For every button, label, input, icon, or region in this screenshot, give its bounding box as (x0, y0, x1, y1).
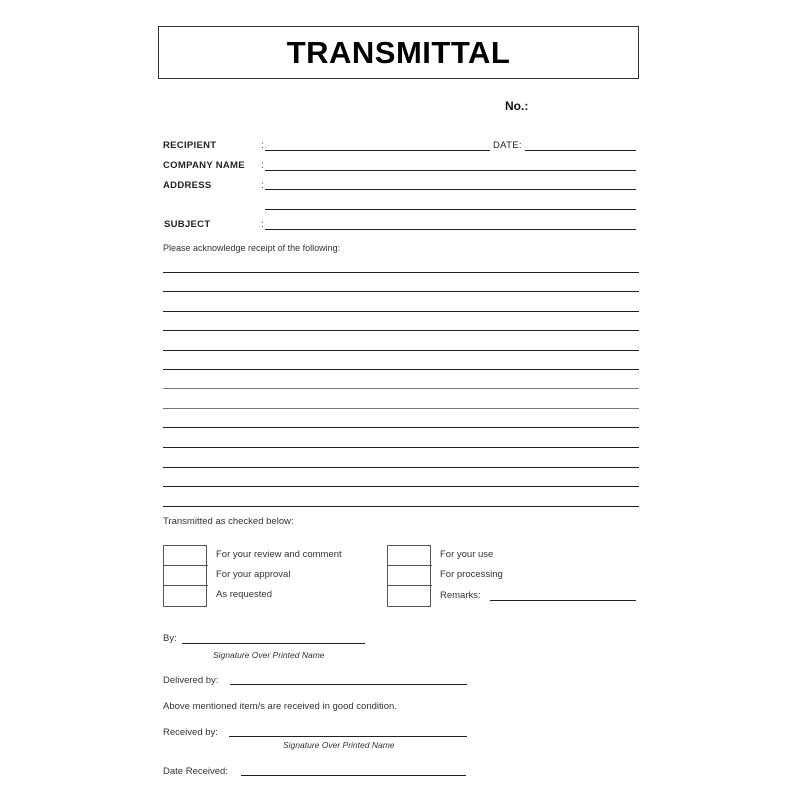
item-line-2[interactable] (163, 291, 639, 292)
item-line-11[interactable] (163, 467, 639, 468)
received-by-field[interactable] (229, 736, 467, 737)
option-review-and-comment: For your review and comment (216, 549, 342, 560)
checkbox-as-requested[interactable] (164, 586, 208, 606)
remarks-field[interactable] (490, 600, 636, 601)
item-line-13[interactable] (163, 506, 639, 507)
address-field-line-1[interactable] (265, 189, 636, 190)
delivered-by-label: Delivered by: (163, 675, 219, 686)
item-line-7[interactable] (163, 388, 639, 389)
number-label: No.: (505, 99, 529, 113)
item-line-4[interactable] (163, 330, 639, 331)
transmitted-intro: Transmitted as checked below: (163, 516, 294, 527)
date-label: DATE: (493, 140, 522, 151)
recipient-field[interactable] (265, 150, 490, 151)
item-line-5[interactable] (163, 350, 639, 351)
option-for-processing: For processing (440, 569, 503, 580)
address-colon: : (261, 180, 264, 191)
acknowledge-text: Please acknowledge receipt of the following: (163, 243, 341, 253)
by-signature-field[interactable] (182, 643, 365, 644)
checkbox-review-and-comment[interactable] (164, 546, 208, 566)
address-field-line-2[interactable] (265, 209, 636, 210)
recipient-label: RECIPIENT (163, 140, 217, 151)
left-checkbox-group (163, 545, 207, 607)
subject-label: SUBJECT (164, 219, 211, 230)
title-box (158, 26, 639, 79)
date-received-label: Date Received: (163, 766, 228, 777)
item-line-10[interactable] (163, 447, 639, 448)
condition-statement: Above mentioned item/s are received in good condition. (163, 701, 397, 712)
option-remarks: Remarks: (440, 590, 481, 601)
option-for-your-use: For your use (440, 549, 494, 560)
company-name-label: COMPANY NAME (163, 160, 245, 171)
checkbox-remarks[interactable] (388, 586, 432, 606)
document-title: TRANSMITTAL (286, 34, 511, 70)
checkbox-for-processing[interactable] (388, 566, 432, 586)
item-line-12[interactable] (163, 486, 639, 487)
option-approval: For your approval (216, 569, 291, 580)
by-signature-caption: Signature Over Printed Name (213, 650, 325, 660)
item-line-6[interactable] (163, 369, 639, 370)
option-as-requested: As requested (216, 589, 272, 600)
delivered-by-field[interactable] (230, 684, 467, 685)
checkbox-for-your-use[interactable] (388, 546, 432, 566)
right-checkbox-group (387, 545, 431, 607)
company-name-field[interactable] (265, 170, 636, 171)
checkbox-approval[interactable] (164, 566, 208, 586)
item-line-3[interactable] (163, 311, 639, 312)
subject-field[interactable] (265, 229, 636, 230)
address-label: ADDRESS (163, 180, 212, 191)
item-line-1[interactable] (163, 272, 639, 273)
subject-colon: : (261, 219, 264, 230)
recipient-colon: : (261, 140, 264, 151)
received-by-signature-caption: Signature Over Printed Name (283, 740, 395, 750)
date-field[interactable] (525, 150, 636, 151)
date-received-field[interactable] (241, 775, 466, 776)
received-by-label: Received by: (163, 727, 218, 738)
company-colon: : (261, 160, 264, 171)
item-line-9[interactable] (163, 427, 639, 428)
by-label: By: (163, 633, 177, 644)
item-line-8[interactable] (163, 408, 639, 409)
